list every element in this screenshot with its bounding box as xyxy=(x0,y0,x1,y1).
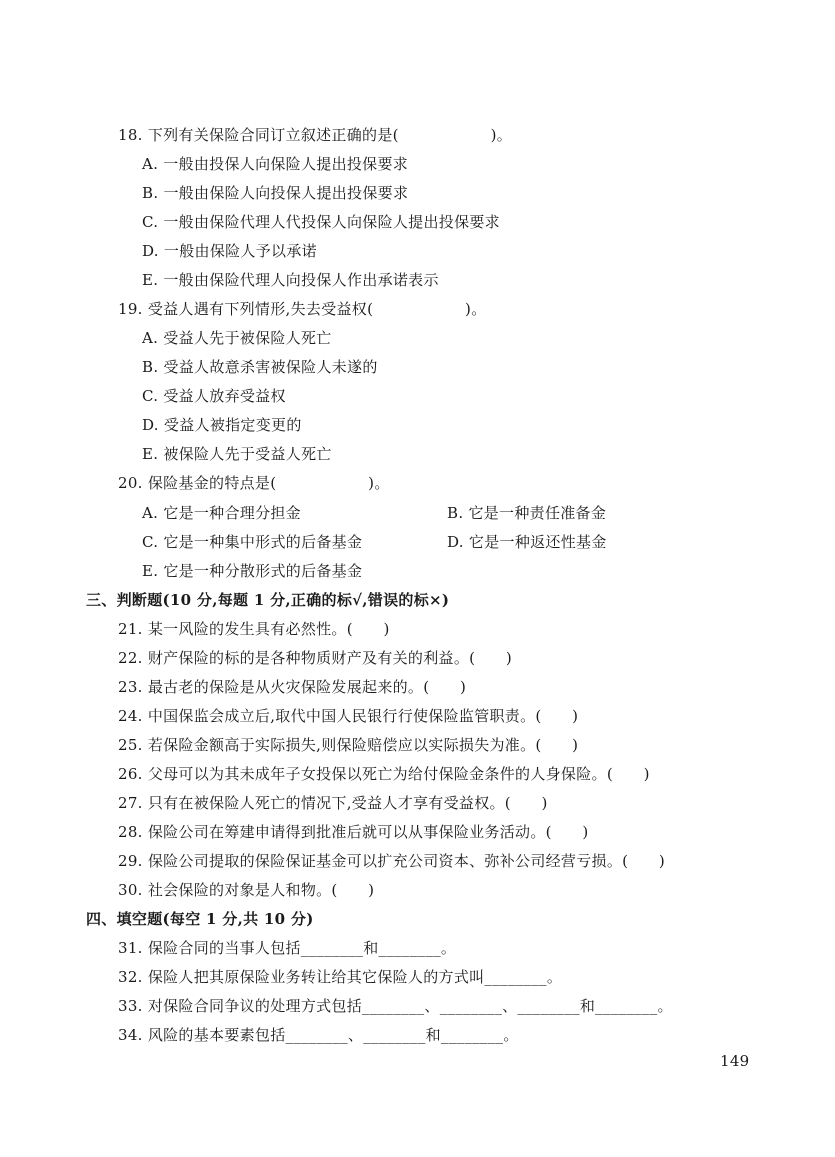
question-18-stem: 18. 下列有关保险合同订立叙述正确的是( )。 xyxy=(118,126,513,144)
judge-item-22: 22. 财产保险的标的是各种物质财产及有关的利益。( ) xyxy=(118,649,513,667)
question-19-stem: 19. 受益人遇有下列情形,失去受益权( )。 xyxy=(118,300,487,318)
question-18-option-d: D. 一般由保险人予以承诺 xyxy=(142,242,317,260)
question-20-option-c: C. 它是一种集中形式的后备基金 xyxy=(142,533,363,551)
judge-item-30: 30. 社会保险的对象是人和物。( ) xyxy=(118,881,375,899)
question-19-option-b: B. 受益人故意杀害被保险人未遂的 xyxy=(142,358,378,376)
section-3-title: 三、判断题(10 分,每题 1 分,正确的标√,错误的标×) xyxy=(86,591,450,609)
judge-item-26: 26. 父母可以为其未成年子女投保以死亡为给付保险金条件的人身保险。( ) xyxy=(118,765,650,783)
question-19-option-a: A. 受益人先于被保险人死亡 xyxy=(142,329,332,347)
judge-item-21: 21. 某一风险的发生具有必然性。( ) xyxy=(118,620,390,638)
blank-item-33: 33. 对保险合同争议的处理方式包括________、________、________和________。 xyxy=(118,997,673,1015)
section-4-title: 四、填空题(每空 1 分,共 10 分) xyxy=(86,910,314,928)
judge-item-25: 25. 若保险金额高于实际损失,则保险赔偿应以实际损失为准。( ) xyxy=(118,736,579,754)
judge-item-23: 23. 最古老的保险是从火灾保险发展起来的。( ) xyxy=(118,678,467,696)
question-20-stem: 20. 保险基金的特点是( )。 xyxy=(118,474,390,492)
judge-item-28: 28. 保险公司在筹建申请得到批准后就可以从事保险业务活动。( ) xyxy=(118,823,589,841)
question-18-option-c: C. 一般由保险代理人代投保人向保险人提出投保要求 xyxy=(142,213,500,231)
question-20-option-a: A. 它是一种合理分担金 xyxy=(142,504,301,522)
question-20-option-b: B. 它是一种责任准备金 xyxy=(447,504,607,522)
blank-item-31: 31. 保险合同的当事人包括________和________。 xyxy=(118,939,457,957)
question-20-option-e: E. 它是一种分散形式的后备基金 xyxy=(142,562,363,580)
question-18-option-e: E. 一般由保险代理人向投保人作出承诺表示 xyxy=(142,271,439,289)
blank-item-32: 32. 保险人把其原保险业务转让给其它保险人的方式叫________。 xyxy=(118,968,563,986)
question-18-option-b: B. 一般由保险人向投保人提出投保要求 xyxy=(142,184,409,202)
judge-item-27: 27. 只有在被保险人死亡的情况下,受益人才享有受益权。( ) xyxy=(118,794,548,812)
judge-item-29: 29. 保险公司提取的保险保证基金可以扩充公司资本、弥补公司经营亏损。( ) xyxy=(118,852,666,870)
question-20-option-d: D. 它是一种返还性基金 xyxy=(447,533,607,551)
question-19-option-d: D. 受益人被指定变更的 xyxy=(142,416,302,434)
blank-item-34: 34. 风险的基本要素包括________、________和________。 xyxy=(118,1026,519,1044)
question-19-option-e: E. 被保险人先于受益人死亡 xyxy=(142,445,332,463)
question-18-option-a: A. 一般由投保人向保险人提出投保要求 xyxy=(142,155,409,173)
judge-item-24: 24. 中国保监会成立后,取代中国人民银行行使保险监管职责。( ) xyxy=(118,707,579,725)
question-19-option-c: C. 受益人放弃受益权 xyxy=(142,387,286,405)
page-number: 149 xyxy=(720,1052,750,1070)
